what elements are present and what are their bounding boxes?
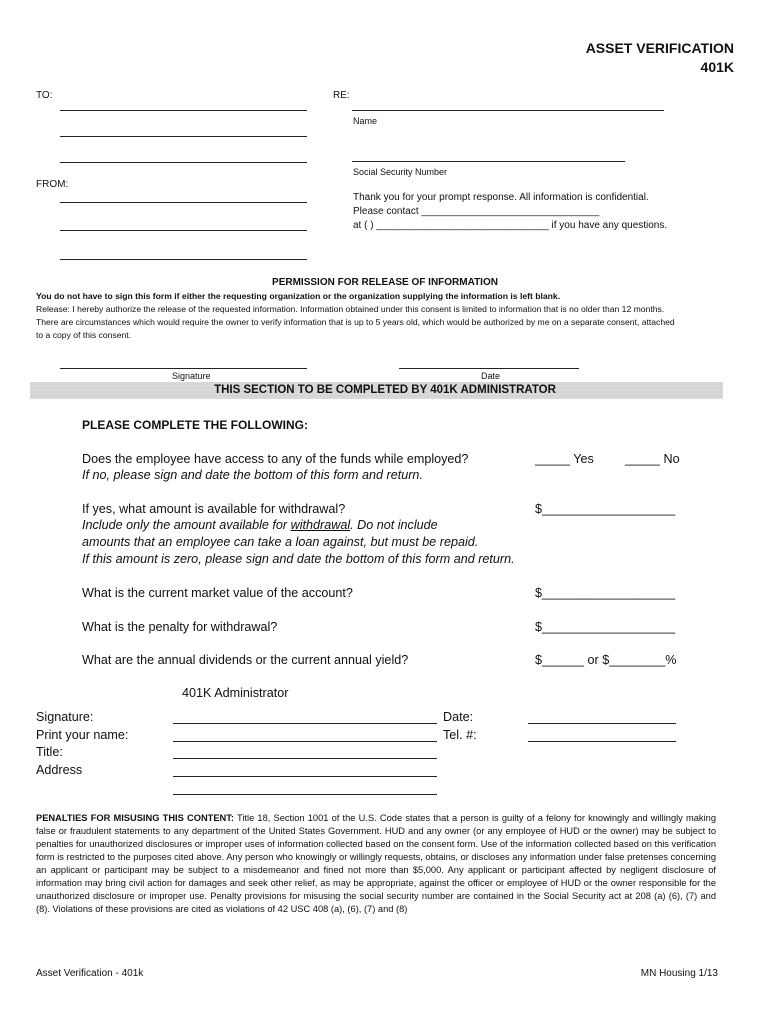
withdrawal-amount-field[interactable]: $___________________	[535, 502, 676, 516]
note-text-pre: Include only the amount available for	[82, 518, 291, 532]
question-2-note-1	[82, 518, 438, 532]
section-bar-title: THIS SECTION TO BE COMPLETED BY 401K ADMINISTRATOR	[214, 384, 556, 396]
footer-right: MN Housing 1/13	[640, 968, 718, 979]
to-line-3[interactable]	[60, 162, 307, 163]
market-value-field[interactable]: $___________________	[535, 586, 676, 600]
thanks-line-1: Thank you for your prompt response. All information is confidential.	[353, 192, 649, 203]
penalties-lead: PENALTIES FOR MISUSING THIS CONTENT:	[36, 813, 234, 823]
admin-name-label: Print your name:	[36, 728, 129, 742]
ssn-label: Social Security Number	[353, 167, 448, 177]
signature-label: Signature	[172, 371, 211, 381]
admin-date-field[interactable]	[528, 723, 676, 724]
admin-signature-label: Signature:	[36, 710, 94, 724]
penalties-text: Title 18, Section 1001 of the U.S. Code states that a person is guilty of a felony for knowingly and willingly making false or fraudulent statements to any department of the United States Government. HUD and any owner (or any employee of HUD or the owner) may be subject to penalties for unauthorized disclosures or improper uses of information collected based on the consent form. Use of the information collected based on this verification form is restricted to the purposes cited above. Any person who knowingly or willingly requests, obtains, or discloses any information under false pretenses concerning an applicant or participant may be subject to a misdemeanor and fined not more than $5,000. Any applicant or participant affected by negligent disclosure of information may bring civil action for damages and seek other relief, as may be appropriate, against the officer or employee of HUD or the owner responsible for the unauthorized disclosure or improper use. Penalty provisions for misusing the social security number are contained in the Social Security act at 208 (a) (6), (7) and (8). Violations of these provisions are cited as violations of 42 USC 408 (a), (6), (7) and (8)	[36, 813, 716, 914]
date-field[interactable]	[399, 368, 579, 369]
to-label: TO:	[36, 90, 53, 101]
name-field[interactable]	[352, 110, 664, 111]
admin-address-field-1[interactable]	[173, 776, 437, 777]
permission-heading: PERMISSION FOR RELEASE OF INFORMATION	[272, 277, 498, 288]
form-subtitle: 401K	[700, 59, 734, 75]
circumstances-line: There are circumstances which would require the owner to verify information that is up to 5 years old, which would be authorized by me on a separate consent, attached	[36, 317, 675, 327]
admin-address-field-2[interactable]	[173, 794, 437, 795]
admin-tel-label: Tel. #:	[443, 728, 477, 742]
permission-bold-line: You do not have to sign this form if either the requesting organization or the organization supplying the information is left blank.	[36, 291, 561, 301]
to-line-1[interactable]	[60, 110, 307, 111]
form-title: ASSET VERIFICATION	[585, 40, 734, 56]
note-withdrawal: withdrawal	[290, 518, 351, 532]
admin-signature-field[interactable]	[173, 723, 437, 724]
no-option[interactable]: _____ No	[625, 452, 680, 466]
admin-address-label: Address	[36, 763, 83, 777]
phone-line: at ( ) _______________________________ if you have any questions.	[353, 220, 668, 231]
yes-option[interactable]: _____ Yes	[535, 452, 594, 466]
footer-left: Asset Verification - 401k	[36, 968, 144, 979]
contact-line: Please contact ________________________________	[353, 206, 600, 217]
admin-tel-field[interactable]	[528, 741, 676, 742]
from-label: FROM:	[36, 179, 69, 190]
copy-line: to a copy of this consent.	[36, 330, 132, 340]
question-2: If yes, what amount is available for withdrawal?	[82, 502, 346, 516]
question-2-note-3: If this amount is zero, please sign and date the bottom of this form and return.	[82, 552, 515, 566]
admin-name-field[interactable]	[173, 741, 437, 742]
to-line-2[interactable]	[60, 136, 307, 137]
penalty-field[interactable]: $___________________	[535, 620, 676, 634]
admin-title-field[interactable]	[173, 758, 437, 759]
re-label: RE:	[333, 90, 350, 101]
question-1: Does the employee have access to any of the funds while employed?	[82, 452, 469, 466]
release-line: Release: I hereby authorize the release of the requested information. Information obtained under this consent is limited to information that is no older than 12 months.	[36, 304, 665, 314]
name-label: Name	[353, 116, 378, 126]
admin-heading: 401K Administrator	[182, 686, 289, 700]
question-5: What are the annual dividends or the current annual yield?	[82, 653, 409, 667]
question-2-note-2: amounts that an employee can take a loan against, but must be repaid.	[82, 535, 479, 549]
admin-title-label: Title:	[36, 745, 63, 759]
ssn-field[interactable]	[352, 161, 625, 162]
admin-date-label: Date:	[443, 710, 474, 724]
penalties-paragraph	[36, 812, 716, 916]
from-line-1[interactable]	[60, 202, 307, 203]
question-4: What is the penalty for withdrawal?	[82, 620, 278, 634]
question-1-note: If no, please sign and date the bottom of this form and return.	[82, 468, 423, 482]
signature-field[interactable]	[60, 368, 307, 369]
date-label: Date	[481, 371, 501, 381]
questions-heading: PLEASE COMPLETE THE FOLLOWING:	[82, 418, 308, 432]
from-line-2[interactable]	[60, 230, 307, 231]
note-text-post: . Do not include	[350, 518, 438, 532]
from-line-3[interactable]	[60, 259, 307, 260]
question-3: What is the current market value of the account?	[82, 586, 353, 600]
dividends-field[interactable]: $______ or $________%	[535, 653, 677, 667]
